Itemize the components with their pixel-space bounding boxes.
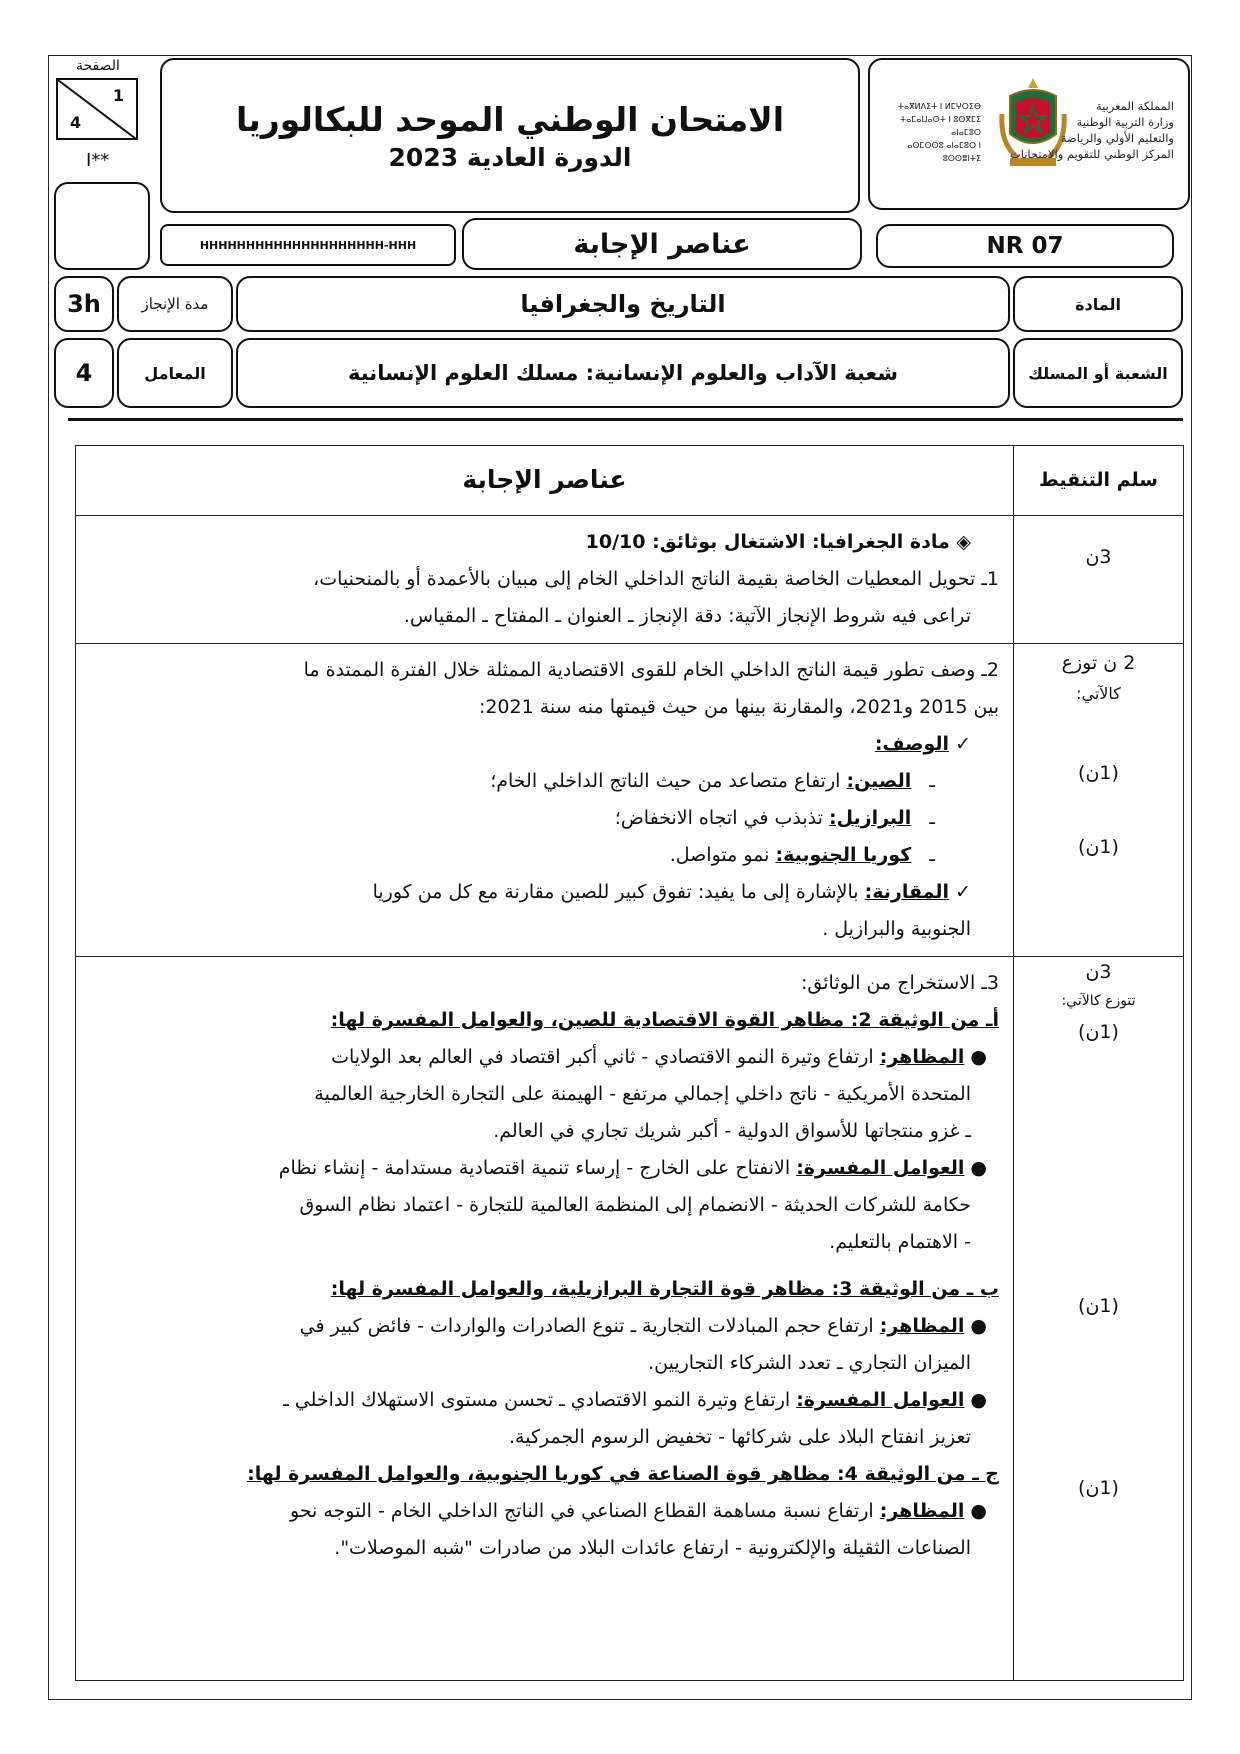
- duration-label: مدة الإنجاز: [117, 276, 233, 332]
- q3-score-b: (1ن): [1078, 1295, 1119, 1317]
- exam-title: الامتحان الوطني الموحد للبكالوريا: [235, 99, 785, 139]
- q2-score-b: (1ن): [1078, 836, 1119, 858]
- q3-a-factors: ● العوامل المفسرة: الانفتاح على الخارج - إرساء تنمية اقتصادية مستدامة - إنشاء نظام: [278, 1157, 987, 1179]
- subject-label: المادة: [1013, 276, 1183, 332]
- answers-header: عناصر الإجابة: [462, 465, 627, 494]
- q3-c-title: ج ـ من الوثيقة 4: مظاهر قوة الصناعة في كوريا الجنوبية، والعوامل المفسرة لها:: [247, 1463, 999, 1485]
- branch-label: الشعبة أو المسلك: [1013, 338, 1183, 408]
- table-row-q3: [76, 957, 1184, 1681]
- q3-score-total: 3ن: [1085, 961, 1112, 983]
- q2-text-2: بين 2015 و2021، والمقارنة بينها من حيث قيمتها منه سنة 2021:: [478, 696, 999, 718]
- ministry-tifinagh: ⵜⴰⴳⵍⴷⵉⵜ ⵏ ⵍⵎⵖⵔⵉⴱ ⵜⴰⵎⴰⵡⴰⵙⵜ ⵏ ⵓⵙⴳⵎⵉ ⴰⵏⴰⵎⵓⵔ ⴰⵙⵎⵙⵙⵓ ⴰⵏⴰⵎⵓⵔ ⵏ ⵓⵙⵙⴻⵏⵜⵉ: [897, 102, 981, 163]
- q2-brazil: ـ البرازيل: تذبذب في اتجاه الانخفاض؛: [614, 807, 935, 829]
- q2-score-total: 2 ن توزع: [1061, 652, 1136, 674]
- blank-box: [54, 182, 150, 270]
- score-header: سلم التنقيط: [1039, 469, 1158, 491]
- q3-c-aspects-2: الصناعات الثقيلة والإلكترونية - ارتفاع عائدات البلاد من صادرات "شبه الموصلات".: [334, 1537, 971, 1559]
- section-title: عناصر الإجابة: [462, 218, 862, 270]
- q3-a-aspects-3: ـ غزو منتجاتها للأسواق الدولية - أكبر شريك تجاري في العالم.: [493, 1120, 971, 1142]
- q3-score-dist: تتوزع كالآتي:: [1061, 993, 1136, 1009]
- q3-score-c: (1ن): [1078, 1477, 1119, 1499]
- page-label: الصفحة: [76, 58, 120, 74]
- q1-text-2: تراعى فيه شروط الإنجاز الآتية: دقة الإنجاز ـ العنوان ـ المفتاح ـ المقياس.: [403, 605, 971, 627]
- q3-title: 3ـ الاستخراج من الوثائق:: [801, 972, 999, 994]
- table-row-q2: [76, 644, 1184, 957]
- q3-b-aspects-2: الميزان التجاري ـ تعدد الشركاء التجاريين.: [648, 1352, 971, 1374]
- q3-b-aspects: ● المظاهر: ارتفاع حجم المبادلات التجارية ـ تنوع الصادرات والواردات - فائض كبير في: [299, 1315, 987, 1337]
- exam-session: الدورة العادية 2023: [388, 142, 632, 172]
- subject-value: التاريخ والجغرافيا: [236, 276, 1010, 332]
- code-line: HHHHHHHHHHHHHHHHHHHH-HHH: [160, 224, 456, 266]
- q3-c-aspects: ● المظاهر: ارتفاع نسبة مساهمة القطاع الصناعي في الناتج الداخلي الخام - التوجه نحو: [289, 1500, 987, 1522]
- q3-a-aspects: ● المظاهر: ارتفاع وتيرة النمو الاقتصادي - ثاني أكبر اقتصاد في العالم بعد الولايات: [331, 1046, 987, 1068]
- q3-b-factors: ● العوامل المفسرة: ارتفاع وتيرة النمو الاقتصادي ـ تحسن مستوى الاستهلاك الداخلي ـ: [283, 1389, 987, 1411]
- exam-title-box: [160, 58, 860, 213]
- page-total: 4: [70, 113, 82, 132]
- q3-a-aspects-2: المتحدة الأمريكية - ناتج داخلي إجمالي مرتفع - الهيمنة على التجارة الخارجية العالمية: [314, 1083, 971, 1105]
- ministry-arabic: المملكة المغربية وزارة التربية الوطنية والتعليم الأولي والرياضة المركز الوطني للتقويم والامتحانات: [1009, 99, 1174, 161]
- q3-a-factors-3: - الاهتمام بالتعليم.: [829, 1231, 971, 1253]
- q3-a-title: أـ من الوثيقة 2: مظاهر القوة الاقتصادية للصين، والعوامل المفسرة لها:: [330, 1009, 999, 1031]
- q2-korea: ـ كوريا الجنوبية: نمو متواصل.: [669, 844, 935, 866]
- coef-label: المعامل: [117, 338, 233, 408]
- q2-comparison-2: الجنوبية والبرازيل .: [822, 918, 971, 940]
- q1-title: ◈ مادة الجغرافيا: الاشتغال بوثائق: 10/10: [585, 531, 971, 553]
- ministry-header: [868, 60, 1190, 210]
- q1-score: 3ن: [1085, 546, 1112, 568]
- exam-code: NR 07: [876, 224, 1174, 268]
- header-separator: [68, 418, 1183, 421]
- coef-value: 4: [54, 338, 114, 408]
- answers-table: [75, 445, 1184, 1681]
- table-row-q1: [76, 516, 1184, 644]
- q3-a-factors-2: حكامة للشركات الحديثة - الانضمام إلى المنظمة العالمية للتجارة - اعتماد نظام السوق: [299, 1194, 971, 1216]
- q2-comparison: ✓ المقارنة: بالإشارة إلى ما يفيد: تفوق كبير للصين مقارنة مع كل من كوريا: [372, 881, 971, 903]
- duration-value: 3h: [54, 276, 114, 332]
- q1-text: 1ـ تحويل المعطيات الخاصة بقيمة الناتج الداخلي الخام إلى مبيان بالأعمدة أو بالمنحنيات،: [313, 568, 999, 590]
- q3-score-a: (1ن): [1078, 1021, 1119, 1043]
- table-header-row: [76, 446, 1184, 516]
- q2-china: ـ الصين: ارتفاع متصاعد من حيث الناتج الداخلي الخام؛: [490, 770, 935, 792]
- q2-description: ✓ الوصف:: [874, 733, 971, 755]
- page-number-box: [56, 78, 138, 140]
- page-current: 1: [112, 86, 124, 105]
- page-stars: I**: [86, 150, 110, 171]
- q2-text: 2ـ وصف تطور قيمة الناتج الداخلي الخام للقوى الاقتصادية الممثلة خلال الفترة الممتدة ما: [303, 659, 999, 681]
- branch-value: شعبة الآداب والعلوم الإنسانية: مسلك العلوم الإنسانية: [236, 338, 1010, 408]
- q3-b-title: ب ـ من الوثيقة 3: مظاهر قوة التجارة البرازيلية، والعوامل المفسرة لها:: [330, 1278, 999, 1300]
- q3-b-factors-2: تعزيز انفتاح البلاد على شركائها - تخفيض الرسوم الجمركية.: [508, 1426, 971, 1448]
- q2-score-a: (1ن): [1078, 762, 1119, 784]
- q2-score-dist: كالآتي:: [1076, 684, 1121, 703]
